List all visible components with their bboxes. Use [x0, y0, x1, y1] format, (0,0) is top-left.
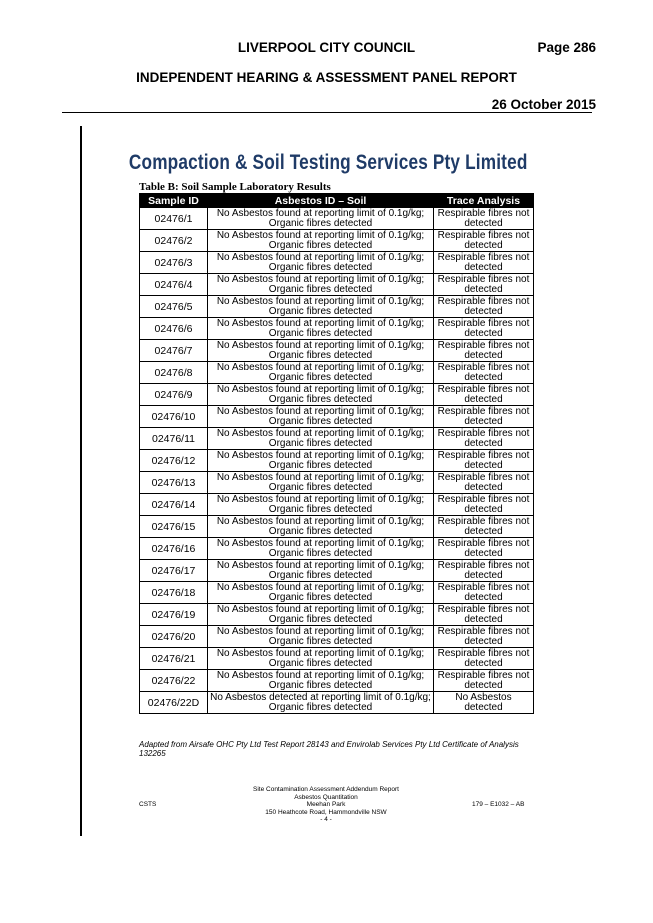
sample-id-cell: 02476/2 [140, 230, 208, 252]
sample-id-cell: 02476/12 [140, 450, 208, 472]
footer-line: 150 Heathcote Road, Hammondville NSW [265, 808, 387, 816]
table-row [140, 648, 534, 670]
trace-analysis-cell: Respirable fibres not detected [434, 384, 534, 406]
table-row [140, 274, 534, 296]
page-number: Page 286 [537, 40, 596, 55]
sample-id-cell: 02476/15 [140, 516, 208, 538]
asbestos-result-cell: No Asbestos found at reporting limit of 0.1g/kg; Organic fibres detected [208, 604, 434, 626]
table-row [140, 692, 534, 714]
table-row [140, 494, 534, 516]
company-title: Compaction & Soil Testing Services Pty Limited [128, 151, 528, 174]
sample-id-cell: 02476/1 [140, 208, 208, 230]
sample-id-cell: 02476/17 [140, 560, 208, 582]
report-date: 26 October 2015 [491, 97, 596, 112]
asbestos-result-cell: No Asbestos found at reporting limit of 0.1g/kg; Organic fibres detected [208, 318, 434, 340]
asbestos-result-cell: No Asbestos found at reporting limit of 0.1g/kg; Organic fibres detected [208, 274, 434, 296]
asbestos-result-cell: No Asbestos found at reporting limit of 0.1g/kg; Organic fibres detected [208, 648, 434, 670]
sample-id-cell: 02476/7 [140, 340, 208, 362]
table-row [140, 362, 534, 384]
report-title: INDEPENDENT HEARING & ASSESSMENT PANEL REPORT [136, 70, 517, 85]
column-header-sample-id: Sample ID [140, 194, 208, 208]
asbestos-result-cell: No Asbestos found at reporting limit of 0.1g/kg; Organic fibres detected [208, 362, 434, 384]
table-row [140, 538, 534, 560]
asbestos-result-cell: No Asbestos found at reporting limit of 0.1g/kg; Organic fibres detected [208, 582, 434, 604]
asbestos-result-cell: No Asbestos found at reporting limit of 0.1g/kg; Organic fibres detected [208, 252, 434, 274]
asbestos-result-cell: No Asbestos found at reporting limit of 0.1g/kg; Organic fibres detected [208, 230, 434, 252]
table-row [140, 252, 534, 274]
asbestos-result-cell: No Asbestos found at reporting limit of 0.1g/kg; Organic fibres detected [208, 428, 434, 450]
trace-analysis-cell: Respirable fibres not detected [434, 208, 534, 230]
trace-analysis-cell: Respirable fibres not detected [434, 516, 534, 538]
footer-report-info [226, 786, 426, 824]
footer-line: Site Contamination Assessment Addendum Report [253, 786, 399, 793]
sample-id-cell: 02476/22 [140, 670, 208, 692]
trace-analysis-cell: Respirable fibres not detected [434, 340, 534, 362]
asbestos-result-cell: No Asbestos found at reporting limit of 0.1g/kg; Organic fibres detected [208, 516, 434, 538]
asbestos-result-cell: No Asbestos found at reporting limit of 0.1g/kg; Organic fibres detected [208, 670, 434, 692]
sample-id-cell: 02476/5 [140, 296, 208, 318]
asbestos-result-cell: No Asbestos found at reporting limit of 0.1g/kg; Organic fibres detected [208, 296, 434, 318]
sample-id-cell: 02476/16 [140, 538, 208, 560]
sample-id-cell: 02476/10 [140, 406, 208, 428]
asbestos-result-cell: No Asbestos found at reporting limit of 0.1g/kg; Organic fibres detected [208, 494, 434, 516]
asbestos-result-cell: No Asbestos found at reporting limit of 0.1g/kg; Organic fibres detected [208, 538, 434, 560]
asbestos-result-cell: No Asbestos found at reporting limit of 0.1g/kg; Organic fibres detected [208, 406, 434, 428]
asbestos-result-cell: No Asbestos detected at reporting limit of 0.1g/kg; Organic fibres detected [208, 692, 434, 714]
trace-analysis-cell: Respirable fibres not detected [434, 626, 534, 648]
column-header-trace-analysis: Trace Analysis [434, 194, 534, 208]
footer-line: Asbestos Quantitation [294, 793, 358, 801]
council-name: LIVERPOOL CITY COUNCIL [237, 40, 416, 55]
sample-id-cell: 02476/20 [140, 626, 208, 648]
trace-analysis-cell: Respirable fibres not detected [434, 670, 534, 692]
asbestos-result-cell: No Asbestos found at reporting limit of 0.1g/kg; Organic fibres detected [208, 340, 434, 362]
table-row [140, 560, 534, 582]
sample-id-cell: 02476/14 [140, 494, 208, 516]
sample-id-cell: 02476/8 [140, 362, 208, 384]
sample-id-cell: 02476/13 [140, 472, 208, 494]
asbestos-result-cell: No Asbestos found at reporting limit of 0.1g/kg; Organic fibres detected [208, 560, 434, 582]
table-header-row [140, 194, 534, 208]
margin-line [80, 126, 82, 836]
trace-analysis-cell: Respirable fibres not detected [434, 296, 534, 318]
header-divider [62, 112, 592, 113]
table-row [140, 230, 534, 252]
column-header-asbestos-id: Asbestos ID – Soil [208, 194, 434, 208]
table-row [140, 428, 534, 450]
table-body [140, 208, 534, 714]
trace-analysis-cell: Respirable fibres not detected [434, 274, 534, 296]
trace-analysis-cell: Respirable fibres not detected [434, 494, 534, 516]
table-row [140, 670, 534, 692]
table-caption: Table B: Soil Sample Laboratory Results [139, 181, 331, 193]
trace-analysis-cell: Respirable fibres not detected [434, 362, 534, 384]
table-row [140, 406, 534, 428]
trace-analysis-cell: Respirable fibres not detected [434, 252, 534, 274]
table-row [140, 384, 534, 406]
table-row [140, 516, 534, 538]
trace-analysis-cell: Respirable fibres not detected [434, 230, 534, 252]
trace-analysis-cell: Respirable fibres not detected [434, 648, 534, 670]
results-table [139, 193, 534, 714]
sample-id-cell: 02476/11 [140, 428, 208, 450]
sample-id-cell: 02476/18 [140, 582, 208, 604]
trace-analysis-cell: Respirable fibres not detected [434, 538, 534, 560]
sample-id-cell: 02476/3 [140, 252, 208, 274]
footer-left: CSTS [139, 801, 157, 808]
table-row [140, 208, 534, 230]
asbestos-result-cell: No Asbestos found at reporting limit of 0.1g/kg; Organic fibres detected [208, 626, 434, 648]
footer-right: 179 – E1032 – AB [472, 801, 525, 808]
sample-id-cell: 02476/4 [140, 274, 208, 296]
sample-id-cell: 02476/21 [140, 648, 208, 670]
asbestos-result-cell: No Asbestos found at reporting limit of 0.1g/kg; Organic fibres detected [208, 384, 434, 406]
sample-id-cell: 02476/22D [140, 692, 208, 714]
trace-analysis-cell: Respirable fibres not detected [434, 406, 534, 428]
table-row [140, 450, 534, 472]
table-row [140, 472, 534, 494]
sample-id-cell: 02476/9 [140, 384, 208, 406]
asbestos-result-cell: No Asbestos found at reporting limit of 0.1g/kg; Organic fibres detected [208, 208, 434, 230]
table-row [140, 582, 534, 604]
trace-analysis-cell: Respirable fibres not detected [434, 472, 534, 494]
trace-analysis-cell: Respirable fibres not detected [434, 428, 534, 450]
table-row [140, 340, 534, 362]
sample-id-cell: 02476/19 [140, 604, 208, 626]
sample-id-cell: 02476/6 [140, 318, 208, 340]
trace-analysis-cell: No Asbestos detected [434, 692, 534, 714]
asbestos-result-cell: No Asbestos found at reporting limit of 0.1g/kg; Organic fibres detected [208, 472, 434, 494]
source-note: Adapted from Airsafe OHC Pty Ltd Test Report 28143 and Envirolab Services Pty Ltd Certificate of Analysis 132265 [139, 740, 519, 758]
trace-analysis-cell: Respirable fibres not detected [434, 450, 534, 472]
trace-analysis-cell: Respirable fibres not detected [434, 582, 534, 604]
trace-analysis-cell: Respirable fibres not detected [434, 318, 534, 340]
table-row [140, 296, 534, 318]
asbestos-result-cell: No Asbestos found at reporting limit of 0.1g/kg; Organic fibres detected [208, 450, 434, 472]
table-row [140, 626, 534, 648]
table-row [140, 604, 534, 626]
table-row [140, 318, 534, 340]
footer-line: - 4 - [320, 816, 332, 823]
trace-analysis-cell: Respirable fibres not detected [434, 604, 534, 626]
trace-analysis-cell: Respirable fibres not detected [434, 560, 534, 582]
footer-line: Meehan Park [306, 801, 346, 808]
